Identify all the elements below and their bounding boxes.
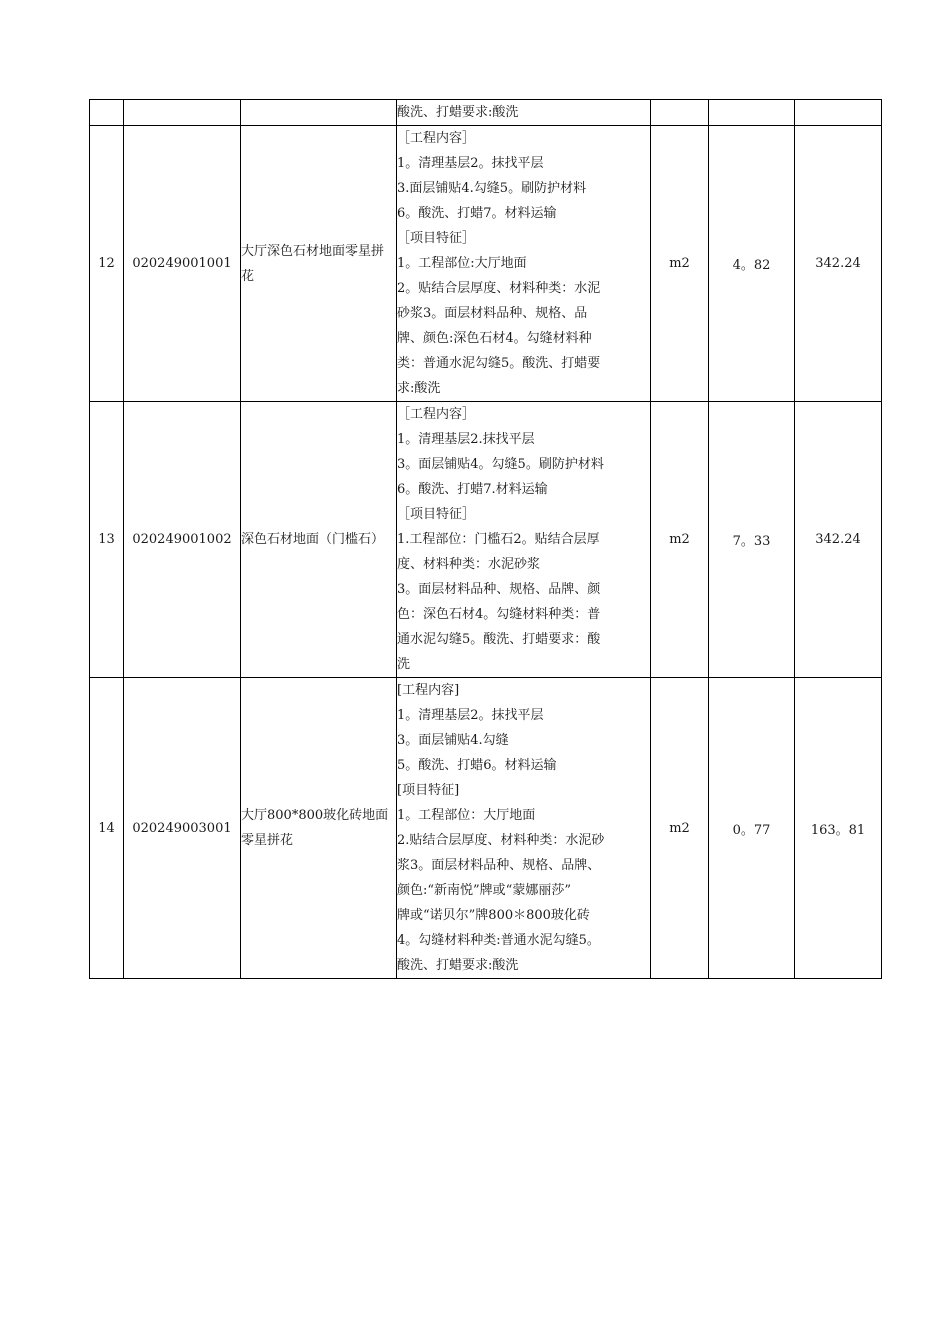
cell-unit: [651, 100, 709, 126]
table-row: [90, 126, 882, 402]
cell-name: [241, 100, 397, 126]
description-line: 求:酸洗: [397, 381, 441, 396]
description-line: 浆3。面层材料品种、规格、品牌、: [397, 858, 601, 873]
cell-no: 14: [90, 678, 124, 979]
description-line: 通水泥勾缝5。酸洗、打蜡要求：酸: [397, 632, 601, 647]
cell-price: 342.24: [795, 126, 882, 402]
cell-quantity: 7。33: [709, 402, 795, 678]
cell-no: 12: [90, 126, 124, 402]
cell-unit: m2: [651, 402, 709, 678]
description-line: 1。清理基层2.抹找平层: [397, 432, 535, 447]
cell-name: 深色石材地面（门槛石）: [241, 402, 397, 678]
cell-name: 大厅深色石材地面零星拼花: [241, 126, 397, 402]
description-line: 4。勾缝材料种类:普通水泥勾缝5。: [397, 933, 600, 948]
cell-price: [795, 100, 882, 126]
cell-code: [124, 100, 241, 126]
cell-unit: m2: [651, 126, 709, 402]
description-line: 3。面层材料品种、规格、品牌、颜: [397, 582, 601, 597]
cell-price: 342.24: [795, 402, 882, 678]
description-line: 2。贴结合层厚度、材料种类：水泥: [397, 281, 601, 296]
description-line: [项目特征]: [397, 783, 460, 798]
description-line: 砂浆3。面层材料品种、规格、品: [397, 306, 588, 321]
description-line: 类：普通水泥勾缝5。酸洗、打蜡要: [397, 356, 601, 371]
description-line: ［项目特征］: [397, 507, 476, 522]
cell-description: [397, 126, 651, 402]
table-row: [90, 678, 882, 979]
description-line: 1。清理基层2。抹找平层: [397, 708, 544, 723]
cell-description: [397, 678, 651, 979]
description-line: 3.面层铺贴4.勾缝5。刷防护材料: [397, 181, 587, 196]
cell-quantity: [709, 100, 795, 126]
cell-code: 020249001001: [124, 126, 241, 402]
description-line: [工程内容]: [397, 683, 460, 698]
cell-unit: m2: [651, 678, 709, 979]
cell-no: 13: [90, 402, 124, 678]
description-line: 5。酸洗、打蜡6。材料运输: [397, 758, 557, 773]
cell-name: 大厅800*800玻化砖地面零星拼花: [241, 678, 397, 979]
description-line: 度、材料种类：水泥砂浆: [397, 557, 541, 572]
description-line: 牌或“诺贝尔”牌800＊800玻化砖: [397, 908, 590, 923]
bill-of-quantities-table: [89, 99, 882, 979]
description-line: 色：深色石材4。勾缝材料种类：普: [397, 607, 601, 622]
description-line: 1。工程部位:大厅地面: [397, 256, 527, 271]
table-row-continuation: [90, 100, 882, 126]
description-line: 1.工程部位：门槛石2。贴结合层厚: [397, 532, 600, 547]
description-line: 1。工程部位：大厅地面: [397, 808, 536, 823]
description-line: ［工程内容］: [397, 407, 476, 422]
cell-quantity: 4。82: [709, 126, 795, 402]
description-line: 3。面层铺贴4。勾缝5。刷防护材料: [397, 457, 604, 472]
cell-no: [90, 100, 124, 126]
description-line: ［项目特征］: [397, 231, 476, 246]
cell-code: 020249001002: [124, 402, 241, 678]
description-line: 洗: [397, 657, 411, 672]
cell-description: [397, 100, 651, 126]
description-line: 1。清理基层2。抹找平层: [397, 156, 544, 171]
cell-quantity: 0。77: [709, 678, 795, 979]
description-line: 牌、颜色:深色石材4。勾缝材料种: [397, 331, 592, 346]
description-line: 6。酸洗、打蜡7.材料运输: [397, 482, 548, 497]
description-line: 3。面层铺贴4.勾缝: [397, 733, 509, 748]
description-line: 酸洗、打蜡要求:酸洗: [397, 105, 519, 120]
description-line: 颜色:“新南悦”牌或“蒙娜丽莎”: [397, 883, 571, 898]
cell-description: [397, 402, 651, 678]
table-row: [90, 402, 882, 678]
description-line: 酸洗、打蜡要求:酸洗: [397, 958, 519, 973]
cell-code: 020249003001: [124, 678, 241, 979]
description-line: 2.贴结合层厚度、材料种类：水泥砂: [397, 833, 605, 848]
cell-price: 163。81: [795, 678, 882, 979]
description-line: ［工程内容］: [397, 131, 476, 146]
description-line: 6。酸洗、打蜡7。材料运输: [397, 206, 557, 221]
